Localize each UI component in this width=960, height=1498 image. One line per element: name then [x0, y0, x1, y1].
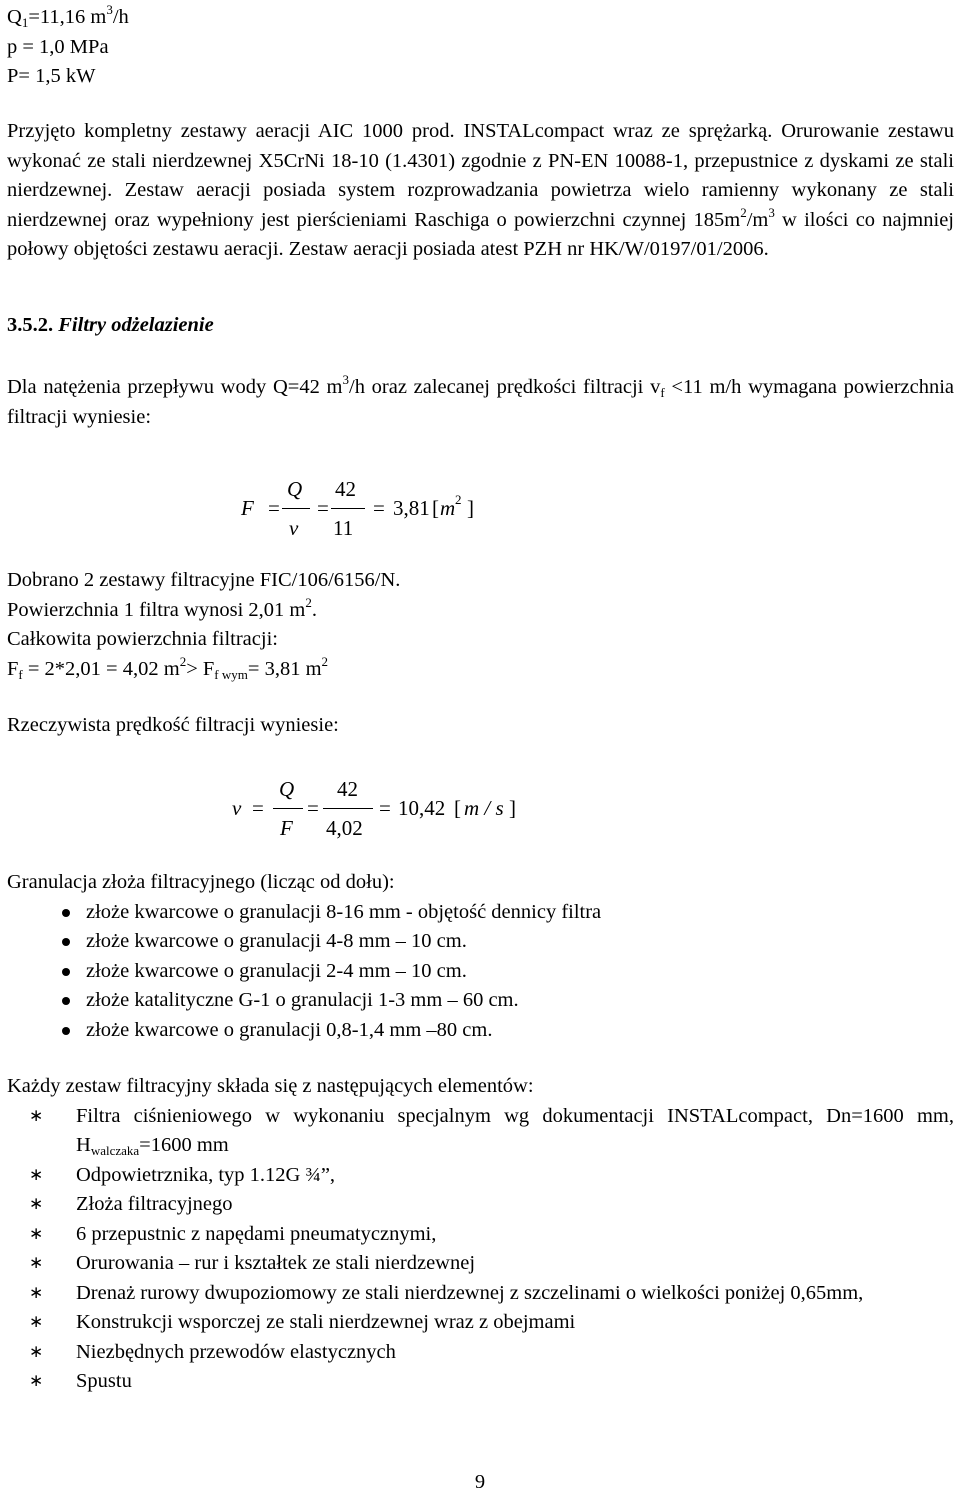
components-section: Każdy zestaw filtracyjny składa się z następujących elementów: ∗ Filtra ciśnieniowego w wykonaniu specjalnym wg dokumentacji INSTALcompact, Dn=1600 mm, $H_{walczaka}=1600$ mm ∗ Odpowietrznika, typ 1.12G ¾”, ∗ Złoża filtracyjnego ∗ 6 przepustnic z napędami pneumatycznymi, ∗ Orurowania – rur i kształtek ze stali nierdzewnej ∗ Drenaż rurowy dwupoziomowy ze stali nierdzewnej z szczelinami o wielkości poniżej 0,65mm, ∗ Konstrukcji wsporczej ze stali nierdzewnej wraz z obejmami ∗ Niezbędnych przewodów elastycznych ∗ Spustu	[7, 1072, 954, 1397]
header-params	[7, 3, 954, 92]
bullet-icon	[62, 997, 70, 1005]
bullet-icon	[62, 968, 70, 976]
section-heading: 3.5.2. Filtry odżelazienie	[7, 314, 214, 336]
asterisk-icon: ∗	[29, 1253, 44, 1273]
asterisk-icon: ∗	[29, 1223, 44, 1244]
list-item: ∗ Orurowania – rur i kształtek ze stali nierdzewnej	[7, 1249, 954, 1279]
list-item: ∗ 6 przepustnic z napędami pneumatycznymi,	[7, 1220, 954, 1250]
formula-filtration-area: F = Q v = 42 11 = 3,81 [ m 2 ]	[241, 477, 474, 540]
asterisk-icon: ∗	[29, 1164, 44, 1185]
list-item: ∗ Drenaż rurowy dwupoziomowy ze stali nierdzewnej z szczelinami o wielkości poniżej 0,65mm,	[7, 1279, 954, 1309]
power-param: P= 1,5 kW	[7, 65, 96, 87]
list-item: złoże kwarcowe o granulacji 8-16 mm - objętość dennicy filtra	[7, 898, 954, 928]
bullet-icon	[62, 909, 70, 917]
granulation-list	[7, 898, 954, 1046]
page-number: 9	[474, 1471, 486, 1493]
asterisk-icon: ∗	[29, 1341, 44, 1362]
bullet-icon	[62, 1027, 70, 1035]
list-item: ∗ Spustu	[7, 1367, 954, 1397]
list-item: ∗ Konstrukcji wsporczej ze stali nierdzewnej wraz z obejmami	[7, 1308, 954, 1338]
asterisk-icon: ∗	[29, 1371, 44, 1391]
asterisk-icon: ∗	[29, 1105, 44, 1126]
bullet-icon	[62, 938, 70, 946]
flow-param: $Q_1=11,16$ $m^3/h$	[7, 2, 129, 30]
list-item: ∗ Filtra ciśnieniowego w wykonaniu specjalnym wg dokumentacji INSTALcompact, Dn=1600 mm, $H_{walczaka}=1600$ mm	[7, 1102, 954, 1161]
list-item: złoże kwarcowe o granulacji 0,8-1,4 mm –80 cm.	[7, 1016, 954, 1046]
asterisk-icon: ∗	[29, 1282, 44, 1303]
selection-block: Dobrano 2 zestawy filtracyjne FIC/106/6156/N. Powierzchnia 1 filtra wynosi 2,01 $m^2$. Całkowita powierzchnia filtracji: $F_f = 2*2,01 = 4,02$ $m^2> F_{f wym}= 3,81$ $m^2$	[7, 569, 401, 682]
list-item: ∗ Odpowietrznika, typ 1.12G ¾”,	[7, 1161, 954, 1191]
aeration-paragraph: Przyjęto kompletny zestawy aeracji AIC 1000 prod. INSTALcompact wraz ze sprężarką. Orurowanie zestawu wykonać ze stali nierdzewnej X5CrNi 18-10 (1.4301) zgodnie z PN-EN 10088-1, przepustnice z dyskami ze stali nierdzewnej. Zestaw aeracji posiada system rozprowadzania powietrza wielo ramienny wykonany ze stali nierdzewnej oraz wypełniony jest pierścieniami Raschiga o powierzchni czynnej $185m^2/m^3$ w ilości co najmniej połowy objętości zestawu aeracji. Zestaw aeracji posiada atest PZH nr HK/W/0197/01/2006.	[7, 120, 954, 260]
list-item: złoże katalityczne G-1 o granulacji 1-3 mm – 60 cm.	[7, 986, 954, 1016]
list-item: ∗ Niezbędnych przewodów elastycznych	[7, 1338, 954, 1368]
real-speed-text: Rzeczywista prędkość filtracji wyniesie:	[7, 714, 339, 736]
formula-real-speed: v = Q F = 42 4,02 = 10,42 [ m / s ]	[232, 777, 516, 840]
granulation-section: Granulacja złoża filtracyjnego (licząc od dołu): złoże kwarcowe o granulacji 8-16 mm - objętość dennicy filtra złoże kwarcowe o granulacji 4-8 mm – 10 cm. złoże kwarcowe o granulacji 2-4 mm – 10 cm. złoże katalityczne G-1 o granulacji 1-3 mm – 60 cm. złoże kwarcowe o granulacji 0,8-1,4 mm –80 cm.	[7, 868, 954, 1045]
pressure-param: p = 1,0 MPa	[7, 35, 109, 58]
filtration-paragraph: Dla natężenia przepływu wody Q=42 $m^3/h$ oraz zalecanej prędkości filtracji $v_f <11$ m/h wymagana powierzchnia filtracji wyniesie:	[7, 372, 955, 428]
list-item: złoże kwarcowe o granulacji 4-8 mm – 10 cm.	[7, 927, 954, 957]
list-item: złoże kwarcowe o granulacji 2-4 mm – 10 cm.	[7, 957, 954, 987]
asterisk-icon: ∗	[29, 1194, 44, 1214]
asterisk-icon: ∗	[29, 1312, 44, 1332]
list-item: ∗ Złoża filtracyjnego	[7, 1190, 954, 1220]
components-list	[7, 1102, 954, 1397]
